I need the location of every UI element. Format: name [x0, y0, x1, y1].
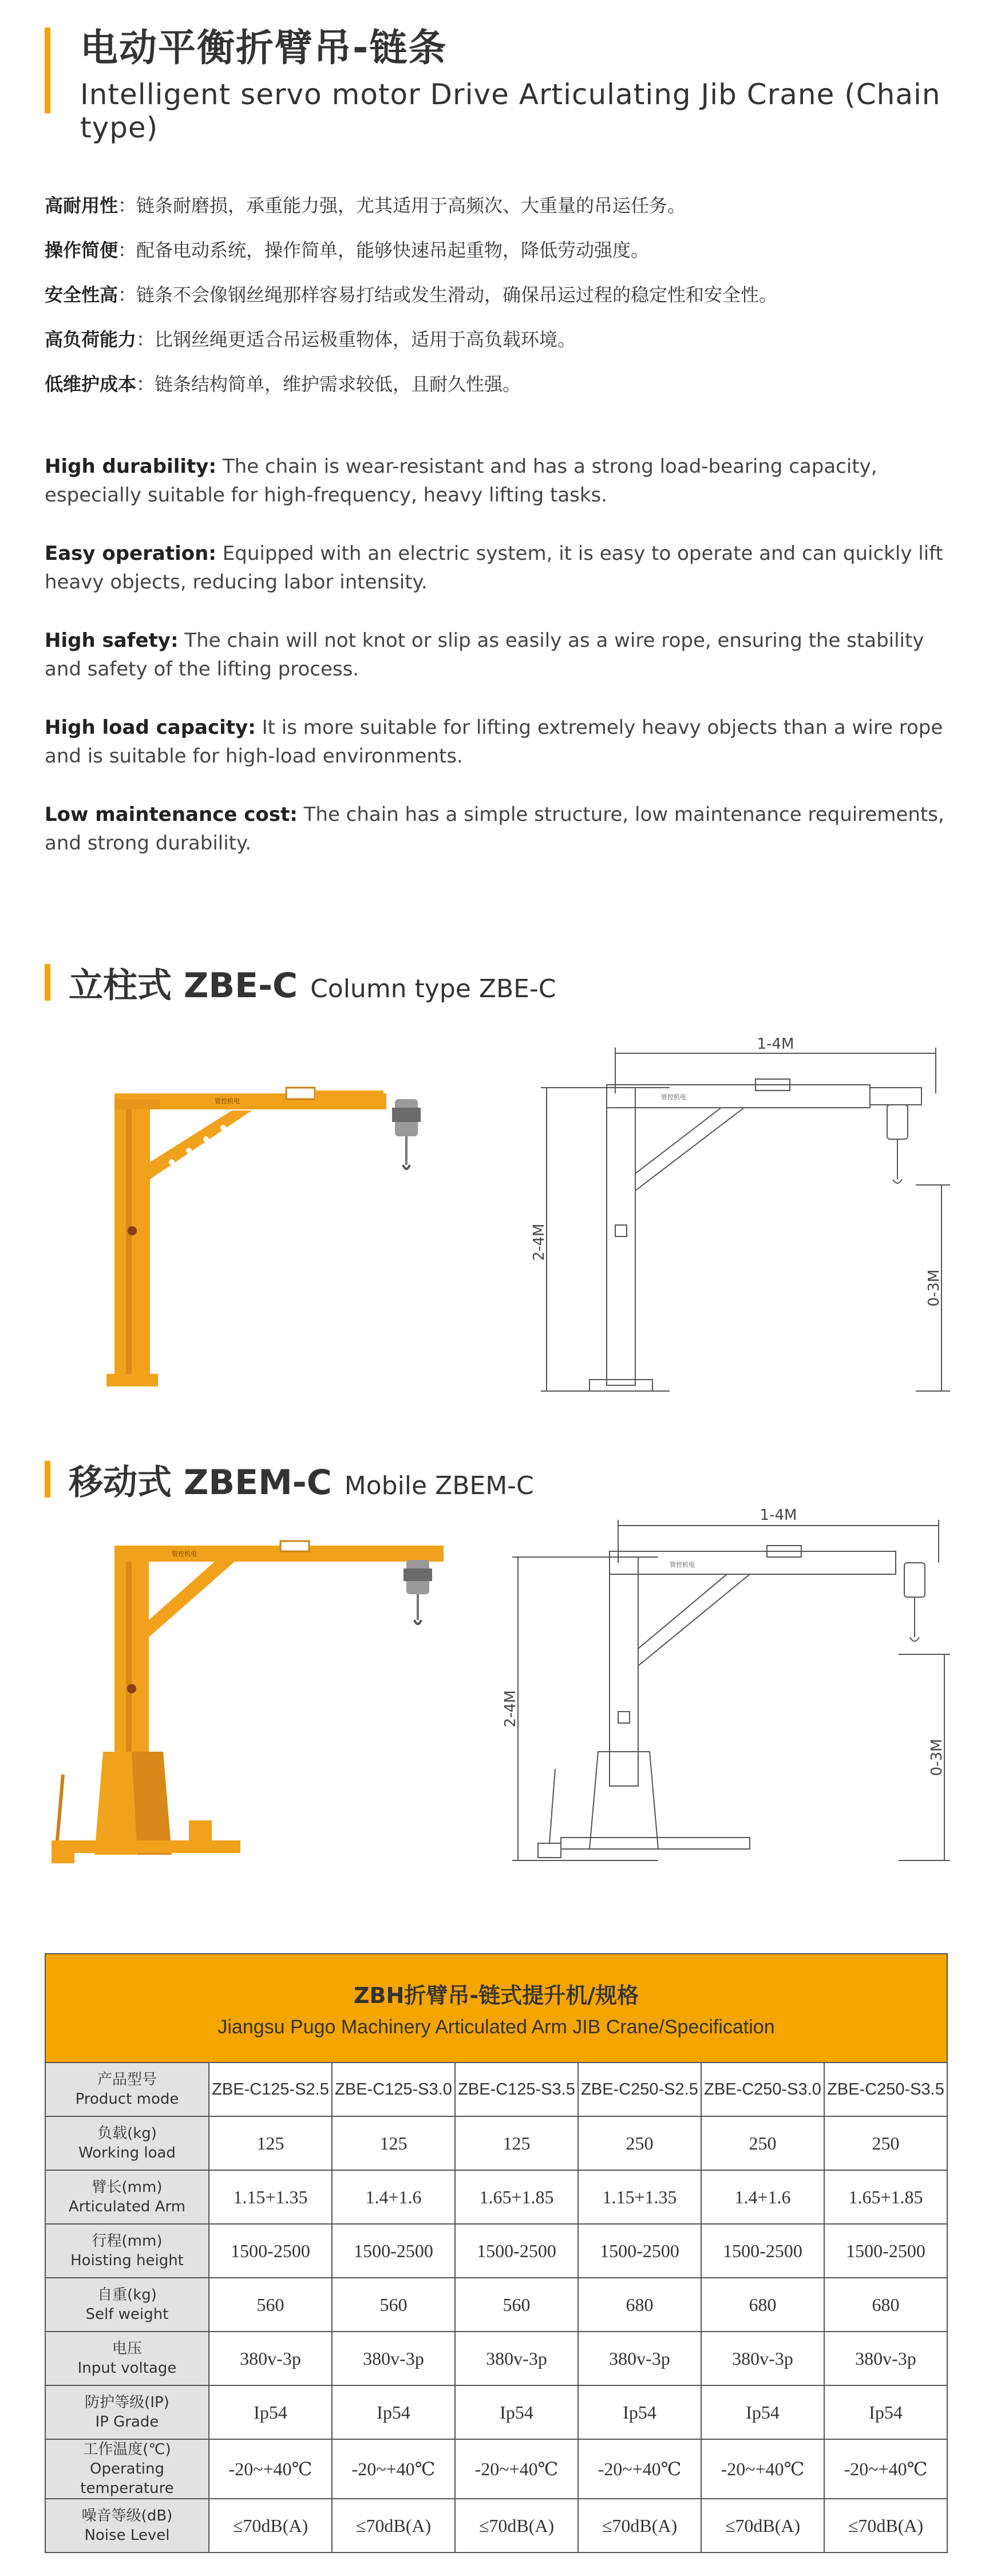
- row-label-cn: 电压: [112, 2340, 142, 2357]
- column-dim-height: 2-4M: [531, 1223, 548, 1261]
- row-label-cn: 行程(mm): [92, 2233, 163, 2250]
- table-row: [45, 2439, 947, 2499]
- table-cell: 1.4+1.6: [332, 2170, 455, 2224]
- table-cell: 125: [209, 2116, 332, 2170]
- row-label: [45, 2332, 209, 2385]
- column-drawing-brand-mark: 管控机电: [661, 1093, 686, 1101]
- table-cell: ≤70dB(A): [455, 2499, 578, 2553]
- table-cell: Ip54: [209, 2385, 332, 2439]
- table-row: [45, 2499, 947, 2553]
- table-cell: -20~+40℃: [578, 2439, 701, 2499]
- spec-table: [45, 1953, 948, 2553]
- table-cell: 1.15+1.35: [209, 2170, 332, 2224]
- row-label: [45, 2224, 209, 2278]
- feature-en-3: High safety: The chain will not knot or slip as easily as a wire rope, ensuring the stability and safety of the lifting process.: [45, 629, 924, 681]
- table-cell: 1500-2500: [824, 2224, 947, 2278]
- table-cell: 250: [701, 2116, 824, 2170]
- table-cell: -20~+40℃: [332, 2439, 455, 2499]
- page-title: 电动平衡折臂吊-链条: [80, 26, 448, 70]
- table-cell: 380v-3p: [824, 2332, 947, 2385]
- table-cell: 1.65+1.85: [824, 2170, 947, 2224]
- table-cell: 680: [578, 2278, 701, 2332]
- spec-table-header-row: [45, 1954, 947, 2063]
- table-cell: 1500-2500: [701, 2224, 824, 2278]
- row-label-en: Operating temperature: [80, 2460, 174, 2497]
- row-label-cn: 臂长(mm): [92, 2179, 163, 2196]
- mobile-dim-width: 1-4M: [759, 1507, 797, 1524]
- table-cell: 680: [701, 2278, 824, 2332]
- row-label: [45, 2499, 209, 2553]
- row-label: [45, 2063, 209, 2116]
- row-label-cn: 工作温度(℃): [83, 2441, 171, 2458]
- mobile-dim-lift: 0-3M: [928, 1739, 946, 1776]
- feature-cn-3: 安全性高：链条不会像钢丝绳那样容易打结或发生滑动，确保吊运过程的稳定性和安全性。: [45, 284, 778, 306]
- column-crane-line-drawing: [515, 1036, 962, 1408]
- row-label-en: IP Grade: [95, 2413, 159, 2431]
- table-row: [45, 2170, 947, 2224]
- table-cell: -20~+40℃: [824, 2439, 947, 2499]
- table-cell: ZBE-C125-S3.5: [455, 2063, 578, 2116]
- table-cell: 1.65+1.85: [455, 2170, 578, 2224]
- table-row: [45, 2332, 947, 2385]
- table-row: [45, 2278, 947, 2332]
- table-cell: 680: [824, 2278, 947, 2332]
- table-cell: -20~+40℃: [455, 2439, 578, 2499]
- table-cell: 380v-3p: [455, 2332, 578, 2385]
- table-cell: Ip54: [332, 2385, 455, 2439]
- column-dim-width: 1-4M: [757, 1036, 794, 1053]
- row-label-en: Product mode: [75, 2091, 179, 2108]
- column-section-accent-bar: [45, 964, 50, 1001]
- page-subtitle: Intelligent servo motor Drive Articulating Jib Crane (Chain type): [80, 78, 941, 144]
- row-label-en: Working load: [78, 2144, 176, 2162]
- feature-cn-4: 高负荷能力：比钢丝绳更适合吊运极重物体，适用于高负载环境。: [45, 329, 576, 350]
- row-label-cn: 自重(kg): [97, 2286, 157, 2304]
- feature-en-1: High durability: The chain is wear-resistant and has a strong load-bearing capacity, especially suitable for high-frequency, heavy lifting tasks.: [45, 455, 877, 507]
- table-cell: 560: [455, 2278, 578, 2332]
- table-cell: Ip54: [701, 2385, 824, 2439]
- table-cell: Ip54: [578, 2385, 701, 2439]
- row-label-en: Articulated Arm: [68, 2198, 186, 2215]
- table-cell: 380v-3p: [209, 2332, 332, 2385]
- table-cell: 380v-3p: [578, 2332, 701, 2385]
- table-cell: 1.4+1.6: [701, 2170, 824, 2224]
- table-cell: -20~+40℃: [701, 2439, 824, 2499]
- row-label-en: Self weight: [85, 2306, 169, 2323]
- feature-en-5: Low maintenance cost: The chain has a simple structure, low maintenance requirements, and strong durability.: [45, 803, 944, 855]
- feature-cn-5: 低维护成本：链条结构简单，维护需求较低，且耐久性强。: [45, 373, 521, 395]
- table-cell: 1500-2500: [455, 2224, 578, 2278]
- mobile-crane-color-image: [52, 1534, 464, 1878]
- table-cell: 250: [578, 2116, 701, 2170]
- table-cell: 125: [455, 2116, 578, 2170]
- spec-table-title: ZBH折臂吊-链式提升机/规格: [354, 1983, 639, 2008]
- row-label-en: Hoisting height: [70, 2252, 184, 2269]
- table-cell: ZBE-C125-S2.5: [209, 2063, 332, 2116]
- row-label-cn: 产品型号: [97, 2071, 157, 2088]
- mobile-drawing-brand-mark: 管控机电: [670, 1561, 695, 1568]
- column-crane-brand-mark: 管控机电: [215, 1097, 240, 1105]
- row-label-cn: 防护等级(IP): [85, 2394, 169, 2411]
- table-cell: 1500-2500: [578, 2224, 701, 2278]
- feature-cn-2: 操作简便：配备电动系统，操作简单，能够快速吊起重物，降低劳动强度。: [45, 239, 650, 261]
- feature-en-2: Easy operation: Equipped with an electric system, it is easy to operate and can quickly lift heavy objects, reducing labor intensity.: [45, 542, 943, 594]
- column-crane-color-image: [103, 1065, 469, 1397]
- spec-table-header: [45, 1954, 947, 2063]
- table-cell: 560: [209, 2278, 332, 2332]
- row-label-cn: 负载(kg): [97, 2125, 157, 2142]
- table-cell: 250: [824, 2116, 947, 2170]
- table-cell: 380v-3p: [701, 2332, 824, 2385]
- mobile-crane-brand-mark: 管控机电: [172, 1550, 197, 1558]
- mobile-section-accent-bar: [45, 1461, 50, 1498]
- feature-cn-1: 高耐用性：链条耐磨损，承重能力强，尤其适用于高频次、大重量的吊运任务。: [45, 195, 686, 216]
- table-cell: Ip54: [824, 2385, 947, 2439]
- spec-table-subtitle: Jiangsu Pugo Machinery Articulated Arm JIB Crane/Specification: [217, 2016, 775, 2038]
- mobile-dim-height: 2-4M: [502, 1690, 519, 1728]
- title-accent-bar: [45, 27, 50, 113]
- table-cell: ≤70dB(A): [701, 2499, 824, 2553]
- table-cell: ZBE-C250-S2.5: [578, 2063, 701, 2116]
- table-row: [45, 2224, 947, 2278]
- table-cell: ZBE-C125-S3.0: [332, 2063, 455, 2116]
- feature-en-4: High load capacity: It is more suitable for lifting extremely heavy objects than a wire rope and is suitable for high-load environments.: [45, 716, 943, 768]
- table-cell: 560: [332, 2278, 455, 2332]
- table-cell: ≤70dB(A): [578, 2499, 701, 2553]
- table-cell: ZBE-C250-S3.0: [701, 2063, 824, 2116]
- row-label: [45, 2385, 209, 2439]
- table-row: [45, 2385, 947, 2439]
- column-section-title: 立柱式 ZBE-C Column type ZBE-C: [69, 966, 556, 1006]
- row-label: [45, 2439, 209, 2499]
- row-label: [45, 2170, 209, 2224]
- table-row: [45, 2063, 947, 2116]
- table-cell: 125: [332, 2116, 455, 2170]
- mobile-section-title: 移动式 ZBEM-C Mobile ZBEM-C: [69, 1463, 534, 1503]
- table-cell: 380v-3p: [332, 2332, 455, 2385]
- row-label: [45, 2116, 209, 2170]
- table-cell: 1500-2500: [209, 2224, 332, 2278]
- column-dim-lift: 0-3M: [925, 1269, 943, 1307]
- row-label-cn: 噪音等级(dB): [81, 2507, 173, 2524]
- mobile-crane-line-drawing: [486, 1500, 962, 1866]
- row-label: [45, 2278, 209, 2332]
- table-cell: ≤70dB(A): [209, 2499, 332, 2553]
- table-cell: ≤70dB(A): [332, 2499, 455, 2553]
- table-cell: 1.15+1.35: [578, 2170, 701, 2224]
- table-cell: -20~+40℃: [209, 2439, 332, 2499]
- row-label-en: Noise Level: [84, 2527, 170, 2544]
- table-cell: ≤70dB(A): [824, 2499, 947, 2553]
- table-row: [45, 2116, 947, 2170]
- table-cell: Ip54: [455, 2385, 578, 2439]
- row-label-en: Input voltage: [77, 2360, 177, 2377]
- table-cell: 1500-2500: [332, 2224, 455, 2278]
- table-cell: ZBE-C250-S3.5: [824, 2063, 947, 2116]
